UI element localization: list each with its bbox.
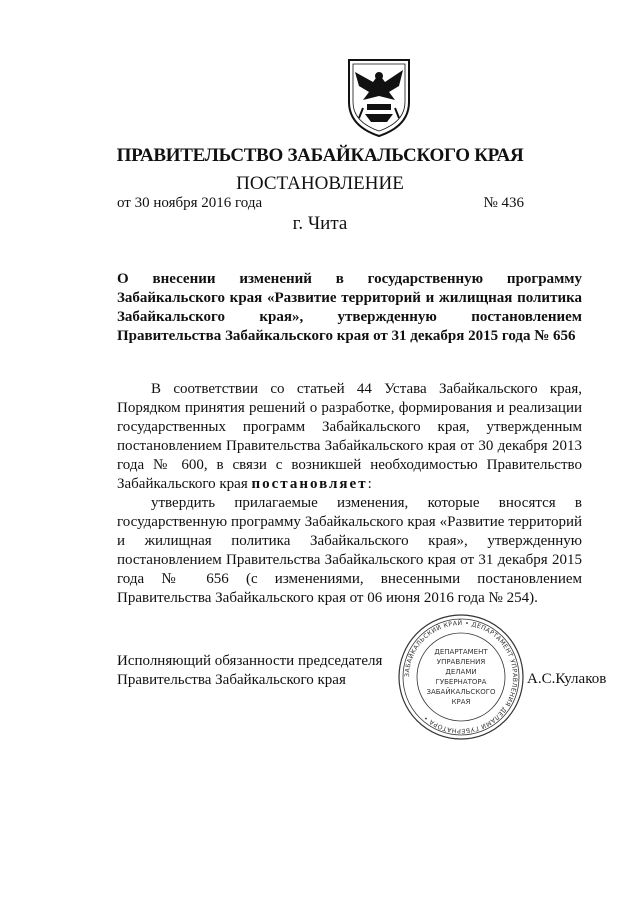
resolution-paragraph: утвердить прилагаемые изменения, которые вносятся в государственную программу Забайкальского края «Развитие территорий и жилищная политика Забайкальского края», утвержденную постановлением Правительства Забайкальского края от 31 декабря 2015 года № 656 (с изменениями, внесенными постановлением Правительства Забайкальского края от 06 июня 2016 года № 254).: [117, 495, 582, 606]
stamp-line-4: ГУБЕРНАТОРА: [435, 678, 487, 686]
city: г. Чита: [292, 213, 348, 234]
stamp-line-2: УПРАВЛЕНИЯ: [436, 658, 486, 666]
preamble-paragraph: [117, 380, 582, 494]
signatory-role: [117, 652, 382, 690]
government-name: ПРАВИТЕЛЬСТВО ЗАБАЙКАЛЬСКОГО КРАЯ: [116, 145, 524, 166]
preamble-text: В соответствии со статьей 44 Устава Забайкальского края, Порядком принятия решений о разработке, формирования и реализации государственных программ Забайкальского края, утвержденным постановлением Правительства Забайкальского края от 30 декабря 2013 года № 600, в связи с возникшей необходимостью Правительство Забайкальского края: [117, 381, 582, 492]
preamble-colon: :: [367, 476, 372, 492]
official-stamp: [396, 612, 526, 742]
coat-of-arms-eagle-icon: [343, 56, 415, 138]
signer-name: А.С.Кулаков: [527, 671, 607, 687]
signatory-role-line2: Правительства Забайкальского края: [117, 672, 346, 688]
document-number: № 436: [483, 195, 524, 211]
stamp-ring-text: ЗАБАЙКАЛЬСКИЙ КРАЙ • ДЕПАРТАМЕНТ УПРАВЛЕНИЯ ДЕЛАМИ ГУБЕРНАТОРА •: [403, 619, 519, 735]
document-type: ПОСТАНОВЛЕНИЕ: [236, 173, 404, 194]
signatory-role-line1: Исполняющий обязанности председателя: [117, 653, 383, 669]
stamp-line-6: КРАЯ: [451, 698, 471, 706]
document-date: от 30 ноября 2016 года: [117, 195, 263, 211]
stamp-line-5: ЗАБАЙКАЛЬСКОГО: [426, 688, 496, 696]
document-title: О внесении изменений в государственную программу Забайкальского края «Развитие территорий и жилищная политика Забайкальского края», утвержденную постановлением Правительства Забайкальского края от 31 декабря 2015 года № 656: [117, 271, 582, 344]
decree-keyword: постановляет: [251, 476, 368, 492]
stamp-line-3: ДЕЛАМИ: [445, 668, 477, 676]
stamp-line-1: ДЕПАРТАМЕНТ: [434, 648, 488, 656]
